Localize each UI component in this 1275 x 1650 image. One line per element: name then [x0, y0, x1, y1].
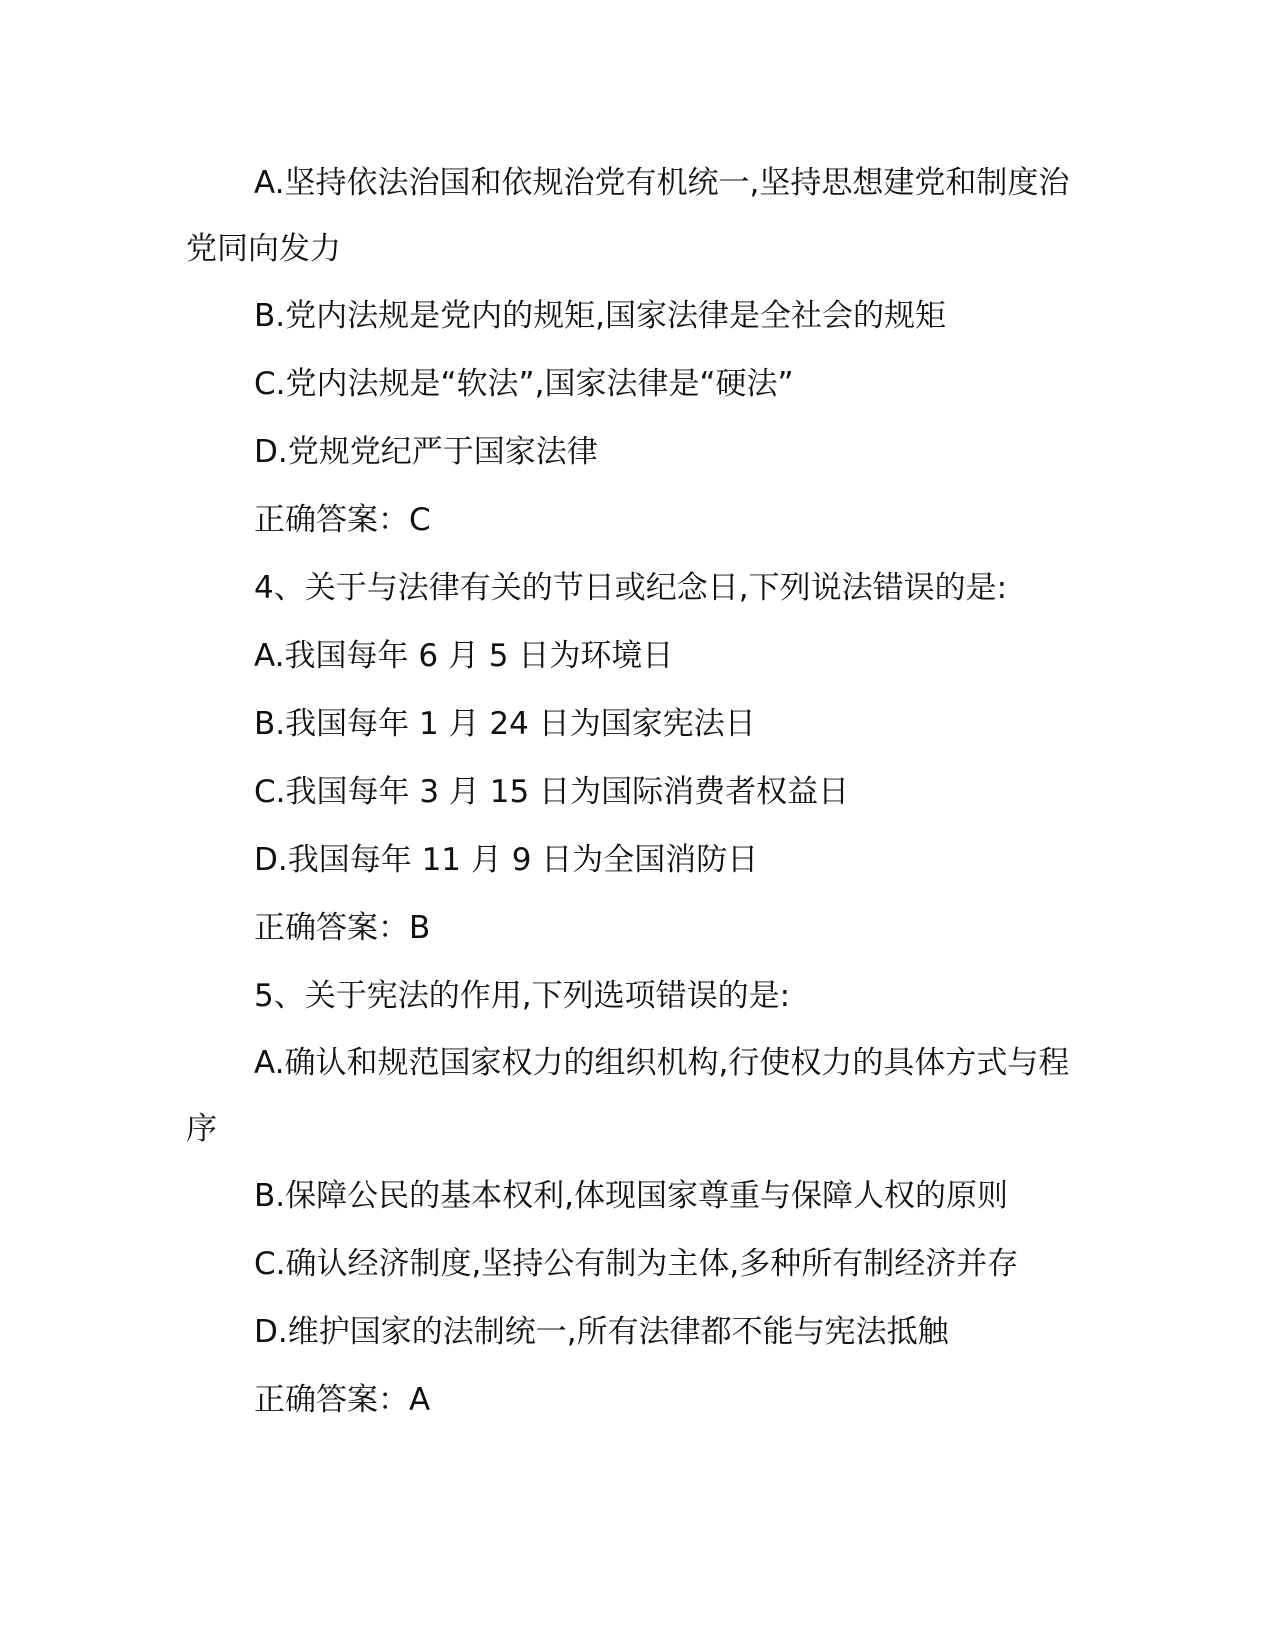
q5-option-b: B.保障公民的基本权利,体现国家尊重与保障人权的原则 — [254, 1178, 1008, 1214]
q3-option-b: B.党内法规是党内的规矩,国家法律是全社会的规矩 — [254, 298, 946, 334]
q5-option-c: C.确认经济制度,坚持公有制为主体,多种所有制经济并存 — [254, 1246, 1019, 1282]
q3-option-d: D.党规党纪严于国家法律 — [254, 434, 598, 470]
q4-answer: 正确答案：B — [254, 910, 431, 946]
q5-option-d: D.维护国家的法制统一,所有法律都不能与宪法抵触 — [254, 1314, 949, 1350]
q5-answer: 正确答案：A — [254, 1382, 431, 1418]
q5-question: 5、关于宪法的作用,下列选项错误的是: — [254, 978, 791, 1014]
q4-option-a: A.我国每年 6 月 5 日为环境日 — [254, 638, 674, 674]
q3-option-c: C.党内法规是“软法”,国家法律是“硬法” — [254, 366, 794, 402]
q5-option-a: A.确认和规范国家权力的组织机构,行使权力的具体方式与程序 — [186, 1045, 1070, 1147]
q4-option-b: B.我国每年 1 月 24 日为国家宪法日 — [254, 706, 756, 742]
document-body — [186, 150, 1086, 1434]
q4-question: 4、关于与法律有关的节日或纪念日,下列说法错误的是: — [254, 570, 1008, 606]
q4-option-c: C.我国每年 3 月 15 日为国际消费者权益日 — [254, 774, 850, 810]
q3-answer: 正确答案：C — [254, 502, 431, 538]
q3-option-a: A.坚持依法治国和依规治党有机统一,坚持思想建党和制度治党同向发力 — [186, 165, 1070, 267]
q4-option-d: D.我国每年 11 月 9 日为全国消防日 — [254, 842, 759, 878]
